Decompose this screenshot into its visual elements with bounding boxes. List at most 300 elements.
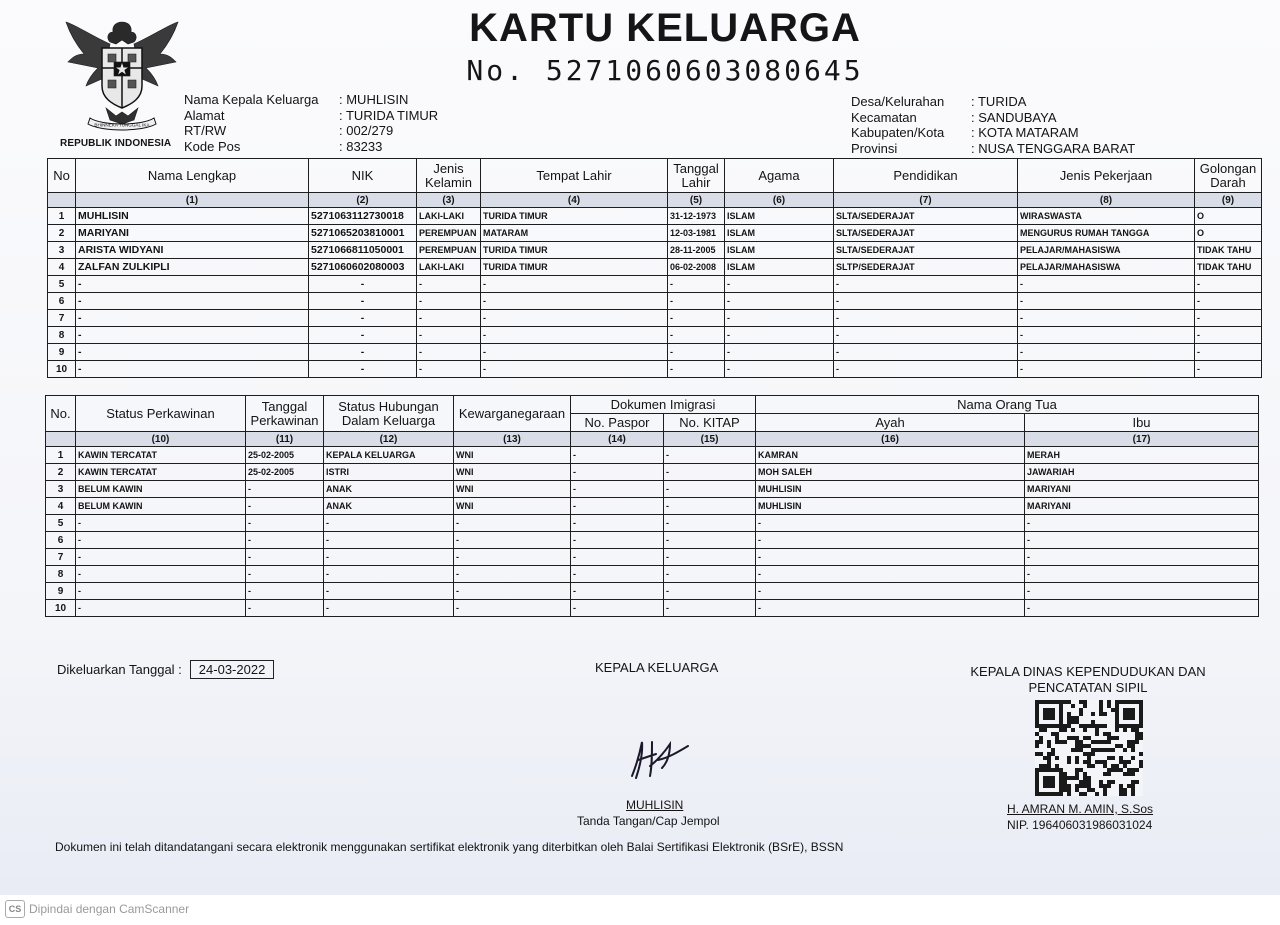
table-row — [48, 310, 1262, 327]
index-cell: (4) — [481, 193, 668, 208]
scanner-watermark-text: Dipindai dengan CamScanner — [29, 902, 190, 916]
cell-tempat-lahir: - — [481, 327, 668, 344]
cell-no-kitap: - — [664, 464, 756, 481]
col-header-jenis-pekerjaan: Jenis Pekerjaan — [1018, 159, 1195, 193]
signature-icon — [622, 730, 694, 784]
info-row-desa — [851, 94, 1135, 110]
cell-no-kitap: - — [664, 549, 756, 566]
cell-no: 3 — [46, 481, 76, 498]
cell-jenis-kelamin: PEREMPUAN — [417, 242, 481, 259]
cell-no: 8 — [46, 566, 76, 583]
cell-tanggal-lahir: - — [668, 361, 725, 378]
col-header-no-kitap: No. KITAP — [664, 414, 756, 432]
cell-nama-lengkap: - — [76, 361, 309, 378]
cell-nik: - — [309, 327, 417, 344]
cell-kewarganegaraan: WNI — [454, 447, 571, 464]
cell-ayah: - — [756, 566, 1025, 583]
info-row-kecamatan — [851, 110, 1135, 126]
cell-pendidikan: - — [834, 344, 1018, 361]
info-value: : KOTA MATARAM — [971, 125, 1079, 140]
cell-tanggal-perkawinan: - — [246, 515, 324, 532]
info-value: : MUHLISIN — [339, 92, 409, 107]
cell-status-perkawinan: - — [76, 566, 246, 583]
cell-jenis-kelamin: LAKI-LAKI — [417, 259, 481, 276]
cell-pendidikan: SLTA/SEDERAJAT — [834, 225, 1018, 242]
index-cell — [46, 432, 76, 447]
col-header-golongan-darah: Golongan Darah — [1195, 159, 1262, 193]
cell-ayah: - — [756, 515, 1025, 532]
table-row — [48, 259, 1262, 276]
col-header-status-hubungan: Status Hubungan Dalam Keluarga — [324, 396, 454, 432]
cell-no: 10 — [46, 600, 76, 617]
cell-golongan-darah: - — [1195, 276, 1262, 293]
cell-tempat-lahir: - — [481, 276, 668, 293]
cell-kewarganegaraan: - — [454, 532, 571, 549]
cell-agama: - — [725, 327, 834, 344]
info-value: : 002/279 — [339, 123, 394, 138]
table-row — [46, 583, 1259, 600]
cell-kewarganegaraan: WNI — [454, 498, 571, 515]
cell-tanggal-perkawinan: - — [246, 481, 324, 498]
cell-tempat-lahir: TURIDA TIMUR — [481, 259, 668, 276]
cell-no: 2 — [48, 225, 76, 242]
info-row-provinsi — [851, 141, 1135, 157]
table-row — [48, 225, 1262, 242]
info-label: RT/RW — [184, 123, 227, 138]
table-row — [46, 498, 1259, 515]
cell-golongan-darah: TIDAK TAHU — [1195, 242, 1262, 259]
cell-no-kitap: - — [664, 600, 756, 617]
table2-header-row-top — [46, 396, 1259, 414]
cell-pendidikan: SLTP/SEDERAJAT — [834, 259, 1018, 276]
signature-caption: Tanda Tangan/Cap Jempol — [577, 814, 720, 828]
cell-nama-lengkap: MARIYANI — [76, 225, 309, 242]
table-row — [46, 515, 1259, 532]
cell-ayah: MOH SALEH — [756, 464, 1025, 481]
cell-ayah: MUHLISIN — [756, 498, 1025, 515]
cell-tempat-lahir: - — [481, 344, 668, 361]
info-label: Kode Pos — [184, 138, 241, 154]
cell-tanggal-lahir: - — [668, 276, 725, 293]
cell-tanggal-lahir: - — [668, 327, 725, 344]
cell-pendidikan: - — [834, 361, 1018, 378]
cell-agama: - — [725, 361, 834, 378]
scanner-footer-band — [0, 895, 1280, 925]
info-label: Kabupaten/Kota — [851, 125, 945, 140]
cell-pendidikan: - — [834, 293, 1018, 310]
index-cell: (10) — [76, 432, 246, 447]
official-name: H. AMRAN M. AMIN, S.Sos — [1007, 802, 1154, 816]
cell-no-paspor: - — [571, 515, 664, 532]
cell-ibu: MARIYANI — [1025, 481, 1259, 498]
table-row — [46, 464, 1259, 481]
table-row — [46, 481, 1259, 498]
index-cell: (11) — [246, 432, 324, 447]
cell-nama-lengkap: - — [76, 293, 309, 310]
cell-tanggal-lahir: 28-11-2005 — [668, 242, 725, 259]
cell-tempat-lahir: MATARAM — [481, 225, 668, 242]
table-row — [48, 293, 1262, 310]
cell-no-paspor: - — [571, 583, 664, 600]
col-header-nama-orang-tua: Nama Orang Tua — [756, 396, 1259, 414]
cell-agama: ISLAM — [725, 225, 834, 242]
col-header-no: No — [48, 159, 76, 193]
table-row — [46, 549, 1259, 566]
cell-nik: - — [309, 293, 417, 310]
cell-nik: 5271065203810001 — [309, 225, 417, 242]
cell-status-hubungan: - — [324, 566, 454, 583]
cell-no-paspor: - — [571, 464, 664, 481]
cell-jenis-pekerjaan: - — [1018, 344, 1195, 361]
cell-jenis-pekerjaan: - — [1018, 310, 1195, 327]
cell-ibu: MARIYANI — [1025, 498, 1259, 515]
table-row — [48, 276, 1262, 293]
cell-golongan-darah: - — [1195, 327, 1262, 344]
cell-ibu: - — [1025, 532, 1259, 549]
index-cell — [48, 193, 76, 208]
cell-ibu: MERAH — [1025, 447, 1259, 464]
cell-jenis-kelamin: PEREMPUAN — [417, 225, 481, 242]
cell-tanggal-perkawinan: - — [246, 532, 324, 549]
cell-tanggal-perkawinan: 25-02-2005 — [246, 447, 324, 464]
cell-golongan-darah: TIDAK TAHU — [1195, 259, 1262, 276]
cell-nama-lengkap: - — [76, 344, 309, 361]
cell-status-perkawinan: - — [76, 600, 246, 617]
office-title: KEPALA DINAS KEPENDUDUKAN DAN PENCATATAN SIPIL — [970, 664, 1206, 695]
info-label: Kecamatan — [851, 109, 917, 125]
cell-tanggal-lahir: - — [668, 293, 725, 310]
cell-jenis-pekerjaan: - — [1018, 276, 1195, 293]
cell-status-hubungan: ANAK — [324, 481, 454, 498]
cell-status-hubungan: - — [324, 600, 454, 617]
cell-no: 8 — [48, 327, 76, 344]
index-cell: (12) — [324, 432, 454, 447]
col-header-tempat-lahir: Tempat Lahir — [481, 159, 668, 193]
table-row — [48, 327, 1262, 344]
cell-ayah: - — [756, 532, 1025, 549]
cell-nama-lengkap: ARISTA WIDYANI — [76, 242, 309, 259]
table1-index-row — [48, 193, 1262, 208]
table-row — [48, 208, 1262, 225]
table2-index-row — [46, 432, 1259, 447]
col-header-no-paspor: No. Paspor — [571, 414, 664, 432]
col-header-pendidikan: Pendidikan — [834, 159, 1018, 193]
cell-jenis-kelamin: - — [417, 344, 481, 361]
cell-status-perkawinan: - — [76, 583, 246, 600]
cell-jenis-kelamin: - — [417, 310, 481, 327]
col-header-nik: NIK — [309, 159, 417, 193]
cell-jenis-pekerjaan: MENGURUS RUMAH TANGGA — [1018, 225, 1195, 242]
cell-ibu: - — [1025, 600, 1259, 617]
cell-no-kitap: - — [664, 481, 756, 498]
cell-jenis-kelamin: LAKI-LAKI — [417, 208, 481, 225]
cell-golongan-darah: - — [1195, 344, 1262, 361]
cell-no: 7 — [46, 549, 76, 566]
index-cell: (16) — [756, 432, 1025, 447]
cell-ayah: MUHLISIN — [756, 481, 1025, 498]
family-head-title: KEPALA KELUARGA — [595, 660, 719, 675]
cell-kewarganegaraan: - — [454, 566, 571, 583]
cell-jenis-pekerjaan: - — [1018, 361, 1195, 378]
cell-kewarganegaraan: - — [454, 600, 571, 617]
cell-agama: - — [725, 310, 834, 327]
cell-tanggal-perkawinan: - — [246, 583, 324, 600]
cell-agama: ISLAM — [725, 242, 834, 259]
cell-no-paspor: - — [571, 532, 664, 549]
cell-tanggal-perkawinan: - — [246, 498, 324, 515]
info-value: : TURIDA — [971, 94, 1027, 109]
cell-tanggal-lahir: 31-12-1973 — [668, 208, 725, 225]
cell-pendidikan: - — [834, 327, 1018, 344]
cell-status-hubungan: - — [324, 583, 454, 600]
cell-no-paspor: - — [571, 566, 664, 583]
cell-no: 6 — [46, 532, 76, 549]
document-title: KARTU KELUARGA — [469, 6, 861, 50]
table-row — [48, 242, 1262, 259]
cell-kewarganegaraan: - — [454, 515, 571, 532]
index-cell: (3) — [417, 193, 481, 208]
cell-tempat-lahir: - — [481, 293, 668, 310]
cell-jenis-pekerjaan: - — [1018, 293, 1195, 310]
cell-pendidikan: SLTA/SEDERAJAT — [834, 208, 1018, 225]
col-header-kewarganegaraan: Kewarganegaraan — [454, 396, 571, 432]
region-info — [851, 94, 1135, 156]
cell-status-perkawinan: KAWIN TERCATAT — [76, 447, 246, 464]
cell-nik: - — [309, 361, 417, 378]
table-row — [46, 566, 1259, 583]
cell-nama-lengkap: MUHLISIN — [76, 208, 309, 225]
index-cell: (13) — [454, 432, 571, 447]
cell-status-hubungan: ANAK — [324, 498, 454, 515]
info-row-alamat — [184, 108, 438, 124]
family-members-table — [47, 158, 1262, 378]
cell-no: 1 — [48, 208, 76, 225]
cell-no: 7 — [48, 310, 76, 327]
cell-no-paspor: - — [571, 447, 664, 464]
official-nip: NIP. 196406031986031024 — [1007, 818, 1153, 832]
index-cell: (7) — [834, 193, 1018, 208]
cell-ibu: - — [1025, 515, 1259, 532]
issued-date-block — [57, 660, 274, 679]
index-cell: (1) — [76, 193, 309, 208]
cell-no: 6 — [48, 293, 76, 310]
index-cell: (5) — [668, 193, 725, 208]
cell-nik: - — [309, 344, 417, 361]
info-value: : 83233 — [339, 138, 383, 154]
cell-jenis-pekerjaan: PELAJAR/MAHASISWA — [1018, 242, 1195, 259]
cell-no-paspor: - — [571, 549, 664, 566]
col-header-tanggal-perkawinan: Tanggal Perkawinan — [246, 396, 324, 432]
cell-nama-lengkap: - — [76, 310, 309, 327]
cell-no: 2 — [46, 464, 76, 481]
cell-agama: ISLAM — [725, 259, 834, 276]
cell-kewarganegaraan: - — [454, 549, 571, 566]
info-value: : NUSA TENGGARA BARAT — [971, 140, 1136, 156]
info-row-rt-rw — [184, 123, 438, 139]
cell-jenis-pekerjaan: PELAJAR/MAHASISWA — [1018, 259, 1195, 276]
cell-no-kitap: - — [664, 532, 756, 549]
cell-status-hubungan: - — [324, 515, 454, 532]
col-header-status-perkawinan: Status Perkawinan — [76, 396, 246, 432]
info-row-nama-kepala — [184, 92, 438, 108]
cell-ayah: - — [756, 583, 1025, 600]
col-header-tanggal-lahir: Tanggal Lahir — [668, 159, 725, 193]
col-header-jenis-kelamin: Jenis Kelamin — [417, 159, 481, 193]
cell-ibu: - — [1025, 549, 1259, 566]
cell-tanggal-lahir: - — [668, 310, 725, 327]
info-row-kode-pos — [184, 139, 438, 155]
cell-no-kitap: - — [664, 566, 756, 583]
cell-no-kitap: - — [664, 583, 756, 600]
cell-status-perkawinan: - — [76, 532, 246, 549]
info-row-kabupaten — [851, 125, 1135, 141]
cell-agama: - — [725, 344, 834, 361]
issued-date: 24-03-2022 — [190, 660, 275, 679]
cell-nama-lengkap: - — [76, 276, 309, 293]
table-row — [48, 361, 1262, 378]
cell-tanggal-perkawinan: - — [246, 566, 324, 583]
cell-agama: - — [725, 293, 834, 310]
index-cell: (14) — [571, 432, 664, 447]
index-cell: (2) — [309, 193, 417, 208]
index-cell: (15) — [664, 432, 756, 447]
digital-signature-note: Dokumen ini telah ditandatangani secara elektronik menggunakan sertifikat elektronik yang diterbitkan oleh Balai Sertifikasi Elektronik (BSrE), BSSN — [55, 840, 844, 854]
cell-ayah: - — [756, 549, 1025, 566]
cell-golongan-darah: O — [1195, 208, 1262, 225]
index-cell: (6) — [725, 193, 834, 208]
cell-nik: 5271060602080003 — [309, 259, 417, 276]
emblem-motto: BHINNEKA TUNGGAL IKA — [94, 122, 150, 128]
qr-code-icon — [1035, 700, 1143, 796]
cell-status-perkawinan: KAWIN TERCATAT — [76, 464, 246, 481]
cell-status-hubungan: ISTRI — [324, 464, 454, 481]
cell-nik: - — [309, 310, 417, 327]
cell-no: 5 — [48, 276, 76, 293]
cell-no-kitap: - — [664, 498, 756, 515]
camscanner-logo-icon: CS — [5, 900, 25, 918]
cell-jenis-pekerjaan: - — [1018, 327, 1195, 344]
info-label: Provinsi — [851, 140, 898, 156]
cell-status-perkawinan: BELUM KAWIN — [76, 498, 246, 515]
cell-golongan-darah: - — [1195, 293, 1262, 310]
cell-golongan-darah: O — [1195, 225, 1262, 242]
cell-pendidikan: SLTA/SEDERAJAT — [834, 242, 1018, 259]
cell-jenis-kelamin: - — [417, 361, 481, 378]
table1-header-row — [48, 159, 1262, 193]
cell-nik: 5271066811050001 — [309, 242, 417, 259]
scanner-watermark — [5, 900, 189, 918]
cell-tanggal-perkawinan: - — [246, 549, 324, 566]
col-header-ayah: Ayah — [756, 414, 1025, 432]
family-head-name: MUHLISIN — [626, 798, 684, 812]
cell-golongan-darah: - — [1195, 310, 1262, 327]
cell-ayah: KAMRAN — [756, 447, 1025, 464]
cell-status-hubungan: KEPALA KELUARGA — [324, 447, 454, 464]
table-row — [46, 447, 1259, 464]
cell-tempat-lahir: TURIDA TIMUR — [481, 242, 668, 259]
cell-golongan-darah: - — [1195, 361, 1262, 378]
cell-no-kitap: - — [664, 447, 756, 464]
cell-nama-lengkap: - — [76, 327, 309, 344]
table-row — [48, 344, 1262, 361]
cell-tanggal-perkawinan: - — [246, 600, 324, 617]
cell-no: 4 — [46, 498, 76, 515]
document-number: No. 5271060603080645 — [466, 54, 864, 87]
index-cell: (9) — [1195, 193, 1262, 208]
cell-status-hubungan: - — [324, 549, 454, 566]
cell-nik: 5271063112730018 — [309, 208, 417, 225]
index-cell: (8) — [1018, 193, 1195, 208]
col-header-agama: Agama — [725, 159, 834, 193]
cell-no: 10 — [48, 361, 76, 378]
cell-kewarganegaraan: WNI — [454, 464, 571, 481]
cell-nik: - — [309, 276, 417, 293]
info-value: : TURIDA TIMUR — [339, 107, 439, 123]
col-header-nama-lengkap: Nama Lengkap — [76, 159, 309, 193]
cell-kewarganegaraan: WNI — [454, 481, 571, 498]
cell-no: 9 — [48, 344, 76, 361]
family-head-info — [184, 92, 438, 154]
cell-jenis-kelamin: - — [417, 276, 481, 293]
cell-no: 1 — [46, 447, 76, 464]
cell-no-paspor: - — [571, 600, 664, 617]
cell-ayah: - — [756, 600, 1025, 617]
info-label: Nama Kepala Keluarga — [184, 92, 319, 107]
cell-no-paspor: - — [571, 481, 664, 498]
cell-status-perkawinan: - — [76, 549, 246, 566]
cell-agama: ISLAM — [725, 208, 834, 225]
country-label: REPUBLIK INDONESIA — [60, 138, 172, 149]
info-value: : SANDUBAYA — [971, 109, 1057, 125]
col-header-dokumen-imigrasi: Dokumen Imigrasi — [571, 396, 756, 414]
cell-pendidikan: - — [834, 310, 1018, 327]
info-label: Alamat — [184, 107, 225, 123]
cell-status-perkawinan: - — [76, 515, 246, 532]
cell-jenis-pekerjaan: WIRASWASTA — [1018, 208, 1195, 225]
cell-status-hubungan: - — [324, 532, 454, 549]
cell-no: 5 — [46, 515, 76, 532]
cell-ibu: JAWARIAH — [1025, 464, 1259, 481]
cell-ibu: - — [1025, 583, 1259, 600]
cell-tanggal-perkawinan: 25-02-2005 — [246, 464, 324, 481]
cell-jenis-kelamin: - — [417, 293, 481, 310]
cell-no: 4 — [48, 259, 76, 276]
col-header-ibu: Ibu — [1025, 414, 1259, 432]
index-cell: (17) — [1025, 432, 1259, 447]
cell-tempat-lahir: TURIDA TIMUR — [481, 208, 668, 225]
cell-no-paspor: - — [571, 498, 664, 515]
civil-status-table — [45, 395, 1259, 617]
cell-no: 3 — [48, 242, 76, 259]
cell-tanggal-lahir: - — [668, 344, 725, 361]
issued-label: Dikeluarkan Tanggal : — [57, 662, 182, 677]
table-row — [46, 600, 1259, 617]
cell-tanggal-lahir: 12-03-1981 — [668, 225, 725, 242]
cell-nama-lengkap: ZALFAN ZULKIPLI — [76, 259, 309, 276]
cell-tanggal-lahir: 06-02-2008 — [668, 259, 725, 276]
cell-no: 9 — [46, 583, 76, 600]
info-label: Desa/Kelurahan — [851, 94, 945, 109]
cell-tempat-lahir: - — [481, 361, 668, 378]
col-header-no: No. — [46, 396, 76, 432]
cell-tempat-lahir: - — [481, 310, 668, 327]
cell-ibu: - — [1025, 566, 1259, 583]
cell-agama: - — [725, 276, 834, 293]
cell-kewarganegaraan: - — [454, 583, 571, 600]
cell-pendidikan: - — [834, 276, 1018, 293]
table-row — [46, 532, 1259, 549]
cell-no-kitap: - — [664, 515, 756, 532]
